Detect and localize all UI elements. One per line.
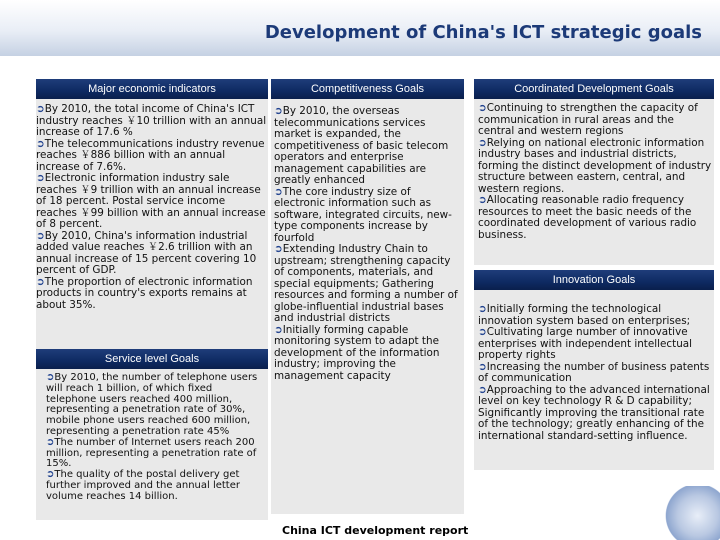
bullet-text: Initially forming the technological innovation system based on enterprises; [478,303,691,327]
slide-title: Development of China's ICT strategic goals [264,22,702,43]
bullet-text: By 2010, the number of telephone users will reach 1 billion, of which fixed telephone users reached 400 million, representing a penetration rate of 30%, mobile phone users reached 600 million, representing a penetration rate 45% [46,372,258,437]
bullet-item [36,104,268,139]
bullet-item [46,470,264,502]
bullet-text: Initially forming capable monitoring system to adapt the development of the information industry; improving the management capacity [274,323,440,382]
arrow-bullet-icon: ➲ [478,102,487,114]
bullet-text: Approaching to the advanced international level on key technology R & D capability; Significantly improving the transitional rate of the technology; greatly enhancing of the international standard-setting influence. [478,383,710,442]
bullet-text: Cultivating large number of innovative enterprises with independent intellectual property rights [478,326,693,361]
arrow-bullet-icon: ➲ [274,323,283,336]
arrow-bullet-icon: ➲ [36,275,45,288]
footer-source: China ICT development report [282,524,469,537]
arrow-bullet-icon: ➲ [36,229,45,242]
coordinated-header: Coordinated Development Goals [474,79,714,99]
arrow-bullet-icon: ➲ [478,383,487,396]
innovation-header: Innovation Goals [474,270,714,290]
bullet-text: Increasing the number of business patents of communication [478,360,710,384]
bullet-item [478,304,712,327]
bullet-item [274,325,462,383]
arrow-bullet-icon: ➲ [478,326,487,338]
arrow-bullet-icon: ➲ [46,372,55,383]
arrow-bullet-icon: ➲ [478,136,487,149]
bullet-text: The proportion of electronic information products in country's exports remains at about 35%. [36,275,253,311]
service-level-body [46,373,264,503]
bullet-text: Allocating reasonable radio frequency resources to meet the basic needs of the coordinated development of various radio business. [478,194,697,241]
major-indicators-body [36,104,268,311]
arrow-bullet-icon: ➲ [478,303,487,315]
bullet-item [478,195,712,241]
bullet-item [36,173,268,231]
bullet-text: By 2010, the total income of China's ICT industry reaches ￥10 trillion with an annual increase of 17.6 % [36,103,267,138]
innovation-body [478,304,712,442]
bullet-item [46,438,264,470]
bullet-item [274,106,462,187]
bullet-item [478,362,712,385]
arrow-bullet-icon: ➲ [274,243,283,255]
bullet-item [274,187,462,245]
arrow-bullet-icon: ➲ [36,103,45,115]
arrow-bullet-icon: ➲ [478,360,487,373]
bullet-item [274,244,462,325]
major-indicators-header: Major economic indicators [36,79,268,99]
bullet-item [46,373,264,438]
bullet-text: The quality of the postal delivery get further improved and the annual letter volume reaches 14 billion. [46,469,240,502]
service-level-header: Service level Goals [36,349,268,369]
arrow-bullet-icon: ➲ [46,436,55,448]
bullet-item [36,231,268,277]
arrow-bullet-icon: ➲ [478,194,487,206]
bullet-item [478,103,712,138]
bullet-text: Continuing to strengthen the capacity of communication in rural areas and the central and western regions [478,102,698,137]
arrow-bullet-icon: ➲ [36,137,45,150]
bullet-item [478,138,712,196]
bullet-text: The number of Internet users reach 200 million, representing a penetration rate of 15%. [46,436,257,470]
bullet-item [478,327,712,362]
bullet-text: The telecommunications industry revenue reaches ￥886 billion with an annual increase of 7.6%. [36,137,265,173]
bullet-item [478,385,712,443]
arrow-bullet-icon: ➲ [274,105,283,117]
arrow-bullet-icon: ➲ [36,172,45,184]
globe-logo [664,486,720,540]
arrow-bullet-icon: ➲ [46,469,55,481]
bullet-text: The core industry size of electronic information such as software, integrated circuits, new-type components increase by fourfold [274,185,452,244]
bullet-text: By 2010, the overseas telecommunications services market is expanded, the competitiveness of basic telecom operators and enterprise management capabilities are greatly enhanced [274,105,449,186]
bullet-text: Relying on national electronic information industry bases and industrial districts, forming the distinct development of industry structure between eastern, central, and western regions. [478,136,712,195]
arrow-bullet-icon: ➲ [274,185,283,198]
coordinated-body [478,103,712,241]
bullet-item [36,139,268,174]
bullet-item [36,277,268,312]
competitiveness-body [274,106,462,382]
bullet-text: Extending Industry Chain to upstream; strengthening capacity of components, materials, and special equipments; Gathering resources and forming a number of globe-influential industrial bases and industrial districts [274,243,458,324]
competitiveness-header: Competitiveness Goals [271,79,464,99]
bullet-text: By 2010, China's information industrial added value reaches ￥2.6 trillion with an annual increase of 15 percent covering 10 percent of GDP. [36,229,257,276]
bullet-text: Electronic information industry sale reaches ￥9 trillion with an annual increase of 18 percent. Postal service income reaches ￥99 billion with an annual increase of 8 percent. [36,172,266,230]
